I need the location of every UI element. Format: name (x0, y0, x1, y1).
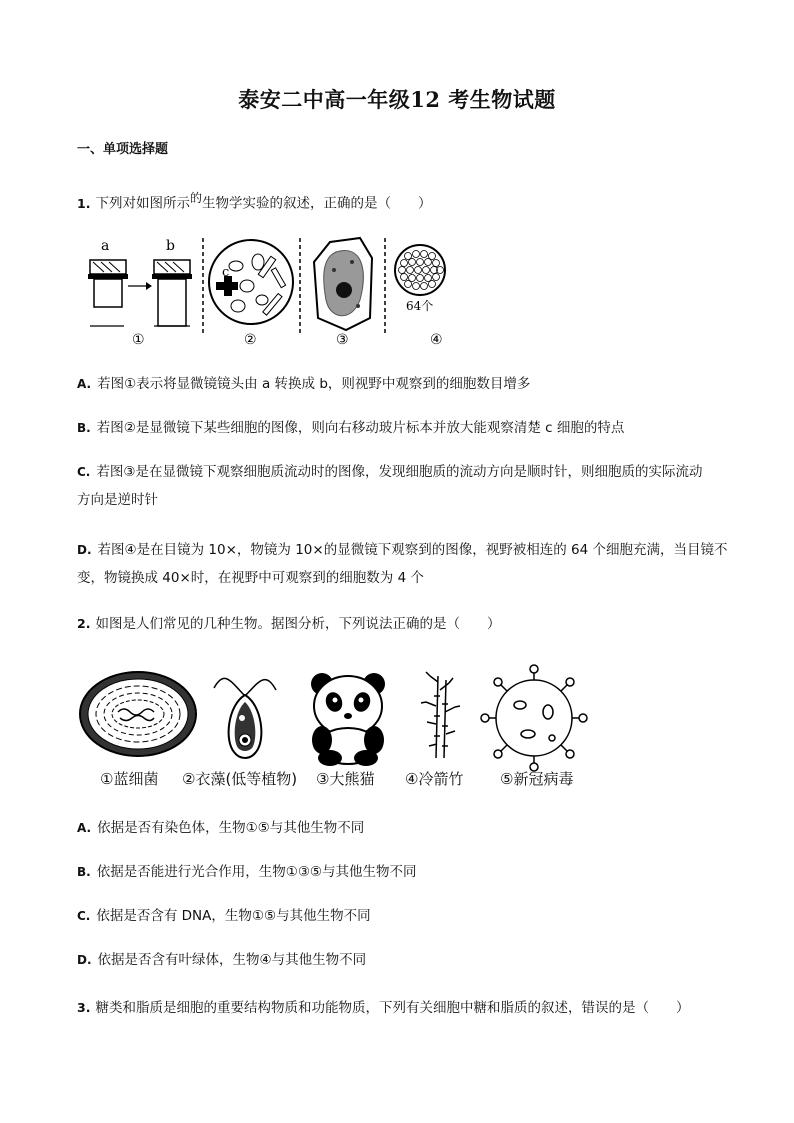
q2-option-c: C. 依据是否含有 DNA，生物①⑤与其他生物不同 (77, 908, 371, 924)
bamboo-icon (421, 672, 460, 758)
coronavirus-icon (481, 665, 587, 771)
fig-label-chlamydomonas: ②衣藻(低等植物) (182, 770, 298, 788)
fig-label-cyanobacteria: ①蓝细菌 (100, 770, 159, 788)
page-title: 泰安二中高一年级12 考生物试题 (238, 87, 556, 112)
figure-number-3: ③ (336, 332, 349, 348)
cell-count-label: 64个 (406, 299, 434, 313)
question-3-stem: 3. 糖类和脂质是细胞的重要结构物质和功能物质，下列有关细胞中糖和脂质的叙述，错误的是（ ） (77, 1000, 690, 1016)
q1-option-d: D. 若图④是在目镜为 10×，物镜为 10×的显微镜下观察到的图像，视野被相连的 64 个细胞充满，当目镜不 变，物镜换成 40×时，在视野中可观察到的细胞数为 4 个 (77, 542, 728, 586)
chlamydomonas-icon (214, 678, 276, 758)
q1-option-a: A. 若图①表示将显微镜镜头由 a 转换成 b，则视野中观察到的细胞数目增多 (77, 376, 531, 392)
q2-option-d: D. 依据是否含有叶绿体，生物④与其他生物不同 (77, 952, 367, 968)
question-number: 1. (77, 195, 91, 211)
label-c: c (222, 265, 230, 280)
question-2-stem: 2. 如图是人们常见的几种生物。据图分析，下列说法正确的是（ ） (77, 616, 501, 632)
figure-number-4: ④ (430, 332, 443, 348)
figure-number-2: ② (244, 332, 257, 348)
q2-option-b: B. 依据是否能进行光合作用，生物①③⑤与其他生物不同 (77, 864, 417, 880)
fig-label-panda: ③大熊猫 (316, 770, 375, 788)
figure-number-1: ① (132, 332, 145, 348)
panda-icon (311, 673, 385, 766)
section-heading: 一、单项选择题 (77, 142, 169, 157)
question-number: 3. (77, 1000, 91, 1015)
fig-label-bamboo: ④冷箭竹 (405, 770, 464, 788)
q1-option-b: B. 若图②是显微镜下某些细胞的图像，则向右移动玻片标本并放大能观察清楚 c 细胞的特点 (77, 420, 625, 436)
label-a: a (101, 238, 110, 254)
fig-label-coronavirus: ⑤新冠病毒 (500, 770, 574, 788)
question-1-stem: 1. 下列对如图所示$^的$生物学实验的叙述，正确的是（ ） (77, 191, 432, 212)
q2-option-a: A. 依据是否有染色体，生物①⑤与其他生物不同 (77, 820, 365, 836)
question-number: 2. (77, 616, 91, 631)
label-b: b (166, 238, 175, 254)
q1-option-c: C. 若图③是在显微镜下观察细胞质流动时的图像，发现细胞质的流动方向是顺时针，则细胞质的实际流动 方向是逆时针 (77, 464, 703, 508)
cyanobacteria-icon (80, 672, 196, 756)
